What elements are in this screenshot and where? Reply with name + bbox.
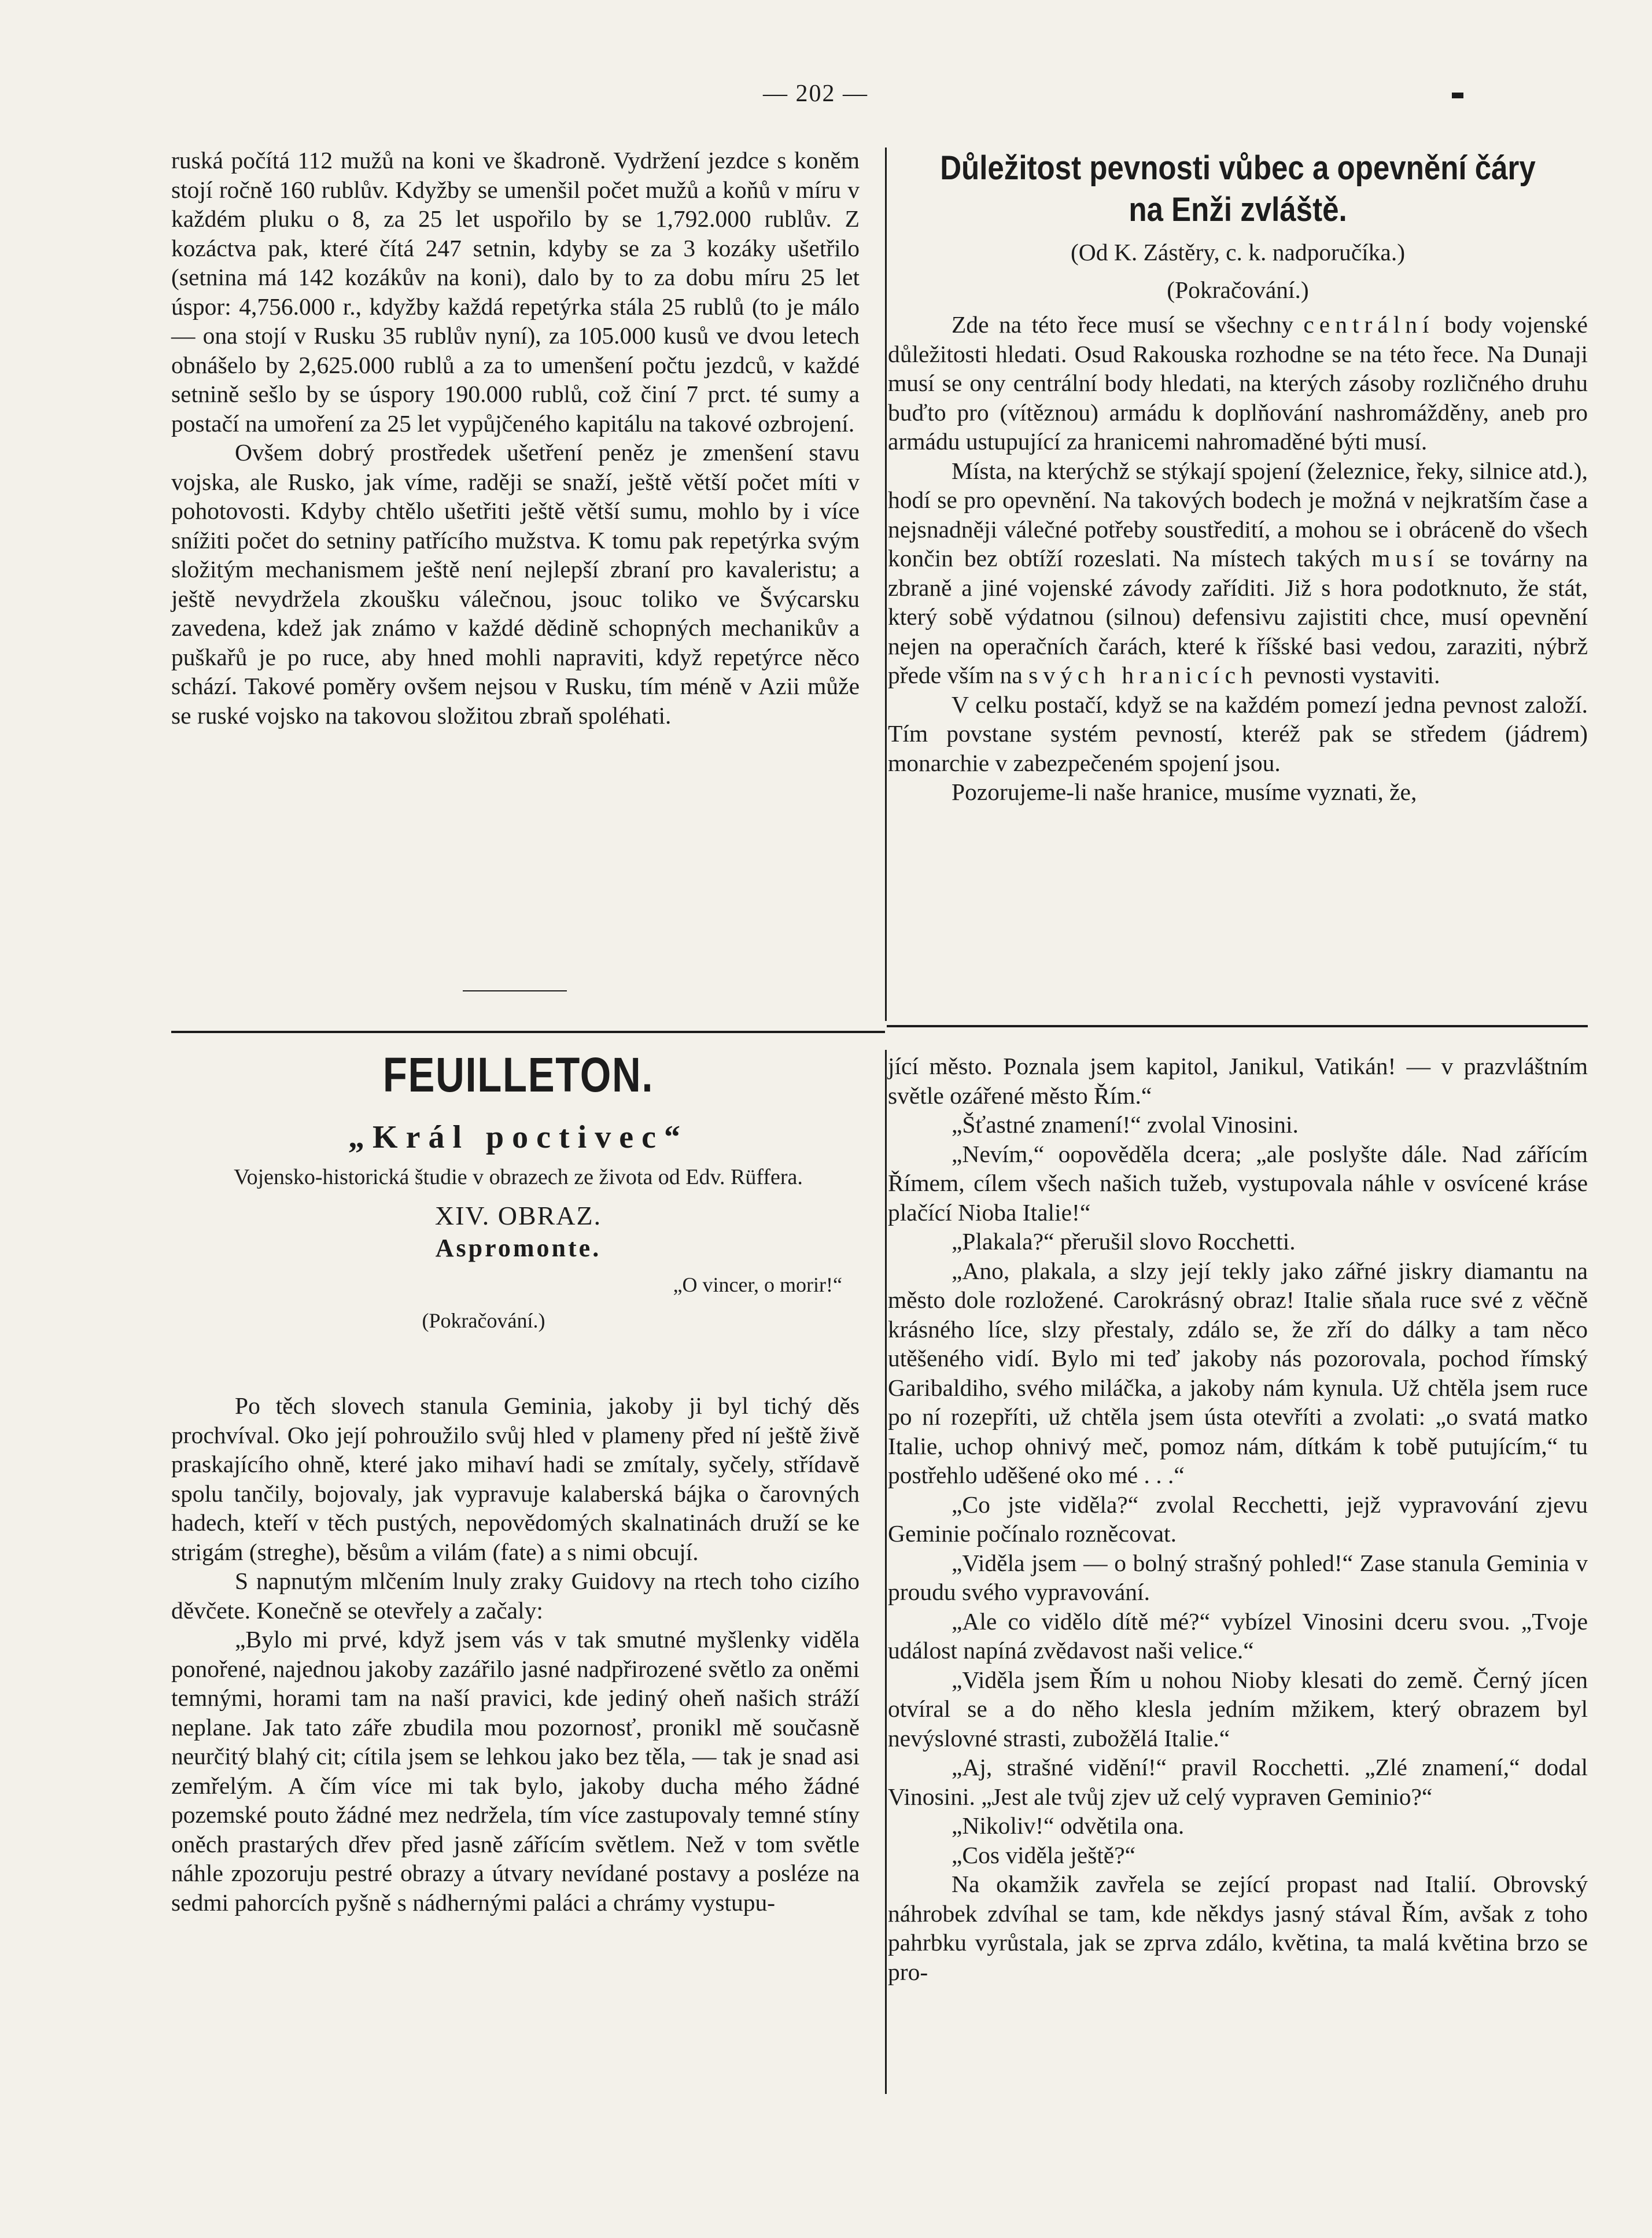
right-top-paragraph-2 [888, 456, 1588, 690]
spaced-word: musí [1371, 545, 1439, 572]
left-bottom-column [171, 1391, 860, 1917]
right-bottom-paragraph-10: „Aj, strašné vidění!“ pravil Rocchetti. „Zlé znamení,“ dodal Vinosini. „Jest ale tvůj zjev už celý vypraven Geminio?“ [888, 1754, 1588, 1810]
right-top-paragraph-3: V celku postačí, když se na každém pomezí jedna pevnost založí. Tím povstane systém pevností, kteréž pak se středem (jádrem) monarchie v zabezpečeném spojení jsou. [888, 691, 1588, 776]
left-top-paragraph-2: Ovšem dobrý prostředek ušetření peněz je zmenšení stavu vojska, ale Rusko, jak víme, raději se snaží, ještě větší počet míti v pohotovosti. Kdyby chtělo ušetřiti ještě větší sumu, mohlo by i více snížiti počet do setniny patřícího mužstva. K tomu pak repetýrka svým složitým mechanismem ještě není nejlepší zbraní pro kavaleristu; a ještě nevydržela zkoušku válečnou, jsouc toliko ve Švýcarsku zavedena, kdež jak známo v každé dědině schopných mechanikův a puškařů je po ruce, aby hned mohli napraviti, když repetýrce něco schází. Takové poměry ovšem nejsou v Rusku, tím méně v Azii může se ruské vojsko na takovou složitou zbraň spoléhati. [171, 439, 860, 729]
text-run: Místa, na kterýchž se stýkají spojení (železnice, řeky, silnice atd.), hodí se pro opevnění. Na takových bodech je možná v nejkratším čase a nejsnadněji válečné potřeby soustředití, a mohou se i obráceně do všech končin bez obtíží rozeslati. Na místech takých [888, 457, 1588, 572]
page-number: — 202 — [763, 80, 868, 107]
left-bottom-paragraph-3: „Bylo mi prvé, když jsem vás v tak smutné myšlenky viděla ponořené, najednou jakoby zazářilo jasné nadpřirozené světlo za oněmi temnými, horami tam na naší pravici, kde jediný oheň našich stráží neplane. Jak tato záře zbudila mou pozornosť, pronikl mě současně neurčitý blahý cit; cítila jsem se lehkou jako bez těla, — tak je snad asi zemřelým. A čím více mi tak bylo, jakoby ducha mého žádné pozemské pouto žádné mez nedržela, tím více zastupovaly temné stíny oněch prastarých dřev před jasně zářícím světlem. Než v tom světle náhle zpozoruju pestré obrazy a útvary nevídané postavy a posléze na sedmi pahorcích pyšně s nádhernými paláci a chrámy vystupu- [171, 1626, 860, 1916]
right-bottom-paragraph-5: „Ano, plakala, a slzy její tekly jako zářné jiskry diamantu na město dole rozložené. Carokrásný obraz! Italie sňala ruce své z věčně krásného líce, slzy přestaly, zdálo se, že zří do dálky a tam něco utěšeného vidí. Bylo mi teď jakoby nás pozorovala, pochod římský Garibaldiho, svého miláčka, a jakoby nám kynula. Už chtěla jsem ruce po ní rozepříti, už chtěla jsem ústa otevříti a zvolati: „o svatá matko Italie, uchop ohnivý meč, pomoz nám, dítkám k tobě putujícím,“ tu postřehlo uděšené oko mé . . .“ [888, 1257, 1588, 1488]
spaced-word: svých hranicích [1028, 662, 1258, 688]
text-run: Zde na této řece musí se všechny [952, 311, 1304, 338]
right-bottom-paragraph-6: „Co jste viděla?“ zvolal Recchetti, jejž vypravování zjevu Geminie počínalo rozněcovat. [888, 1491, 1588, 1547]
story-title: „Král poctivec“ [348, 1119, 688, 1155]
right-bottom-paragraph-4: „Plakala?“ přerušil slovo Rocchetti. [952, 1228, 1296, 1255]
short-rule [463, 990, 567, 991]
story-continued: (Pokračování.) [422, 1309, 545, 1332]
left-top-column [171, 146, 860, 730]
left-top-paragraph-1: ruská počítá 112 mužů na koni ve škadroně. Vydržení jezdce s koněm stojí ročně 160 rublův. Kdyžby se umenšil počet mužů a koňů v míru v každém pluku o 8, za 25 let uspořilo by se 1,792.000 rublův. Z kozáctva pak, které čítá 247 setnin, kdyby se za 3 kozáky ušetřilo (setnina má 142 kozákův na koni), dalo by to za dobu míru 25 let úspor: 4,756.000 r., kdyžby každá repetýrka stála 25 rublů (to je málo — ona stojí v Rusku 35 rublův nyní), za 105.000 kusů ve dvou letech obnášelo by 2,625.000 rublů a za to umenšení počtu jezdců, v každé setnině sešlo by se úspory 190.000 rublů, což činí 7 prct. té sumy a postačí na umoření za 25 let vypůjčeného kapitálu na takové ozbrojení. [171, 147, 860, 437]
chapter-motto: „O vincer, o morir!“ [673, 1273, 842, 1296]
right-bottom-paragraph-2: „Šťastné znamení!“ zvolal Vinosini. [952, 1111, 1299, 1138]
left-bottom-paragraph-1: Po těch slovech stanula Geminia, jakoby ji byl tichý děs prochvíval. Oko její pohroužilo svůj hled v plameny před ní ještě živě praskajícího ohně, které jako mihaví hadi se zmítaly, syčely, střídavě spolu tančily, bojovaly, jak vypravuje kalaberská bájka o čarovných hadech, kteří v těch pustých, nepovědomých skalnatinách druží se ke strigám (streghe), běsům a vilám (fate) a s nimi obcují. [171, 1392, 860, 1565]
right-bottom-paragraph-12: „Cos viděla ještě?“ [952, 1841, 1136, 1868]
right-bottom-paragraph-8: „Ale co vidělo dítě mé?“ vybízel Vinosini dceru svou. „Tvoje událost napíná zvědavost naši velice.“ [888, 1607, 1588, 1664]
spaced-word: centrální [1303, 311, 1435, 338]
right-bottom-paragraph-13: Na okamžik zavřela se zející propast nad Italií. Obrovský náhrobek zdvíhal se tam, kde někdys jasný stával Řím, avšak z toho pahrbku vyrůstala, jak se zprva zdálo, květina, ta malá květina brzo se pro- [888, 1871, 1588, 1985]
right-bottom-paragraph-1: jící město. Poznala jsem kapitol, Janikul, Vatikán! — v prazvláštním světle ozářené město Řím.“ [888, 1053, 1588, 1109]
article-byline: (Od K. Zástěry, c. k. nadporučíka.) [1070, 239, 1406, 266]
chapter-title: Aspromonte. [435, 1234, 602, 1262]
left-bottom-paragraph-2: S napnutým mlčením lnuly zraky Guidovy na rtech toho cizího děvčete. Konečně se otevřely a začaly: [171, 1568, 860, 1624]
article-continued: (Pokračování.) [1167, 276, 1309, 303]
feuilleton-header [171, 1046, 865, 1336]
right-bottom-paragraph-3: „Nevím,“ oopověděla dcera; „ale poslyšte dále. Nad zářícím Římem, cílem všech našich tužeb, vystupovala náhle v osvícené kráse plačící Nioba Italie!“ [888, 1140, 1588, 1226]
column-rule-top [885, 148, 887, 1021]
right-top-column [888, 148, 1588, 807]
right-bottom-paragraph-9: „Viděla jsem Řím u nohou Nioby klesati do země. Černý jícen otvíral se a do něho klesla jedním mžikem, který obrazem byl nevýslovné strasti, zubožělá Italie.“ [888, 1666, 1588, 1752]
story-subtitle: Vojensko-historická študie v obrazech ze života od Edv. Rüffera. [234, 1165, 803, 1189]
feuilleton-title: FEUILLETON. [382, 1048, 654, 1102]
feuilleton-rule-right [887, 1025, 1588, 1027]
text-run: body vojenské důležitosti hledati. Osud Rakouska rozhodne se na této řece. Na Dunaji musí se ony centrální body hledati, na kterých zásoby rozličného druhu buďto pro (vítěznou) armádu k doplňování nashromážděny, aneb pro armádu ustupující za hranicemi nahromaděné býti musí. [888, 311, 1588, 455]
right-top-paragraph-1 [888, 310, 1588, 456]
right-bottom-paragraph-11: „Nikoliv!“ odvětila ona. [952, 1812, 1185, 1839]
right-top-paragraph-4: Pozorujeme-li naše hranice, musíme vyznati, že, [952, 779, 1417, 805]
article-headline: Důležitost pevnosti vůbec a opevnění čáry na Enži zvláště. [940, 149, 1536, 228]
feuilleton-rule-left [171, 1031, 885, 1033]
corner-mark [1452, 93, 1463, 98]
text-run: pevnosti vystaviti. [1258, 662, 1440, 688]
text-run: se továrny na zbraně a jiné vojenské závody zaříditi. Již s hora podotknuto, že stát, který sobě výdatnou (silnou) defensivu zajistiti chce, musí opevnění nejen na operačních čarách, které k říšské basi vedou, zaraziti, nýbrž přede vším na [888, 545, 1588, 688]
right-bottom-column [888, 1052, 1588, 1986]
column-rule-bottom [885, 1050, 887, 2094]
right-bottom-paragraph-7: „Viděla jsem — o bolný strašný pohled!“ Zase stanula Geminia v proudu svého vypravování. [888, 1549, 1588, 1605]
chapter-number: XIV. OBRAZ. [434, 1200, 602, 1230]
